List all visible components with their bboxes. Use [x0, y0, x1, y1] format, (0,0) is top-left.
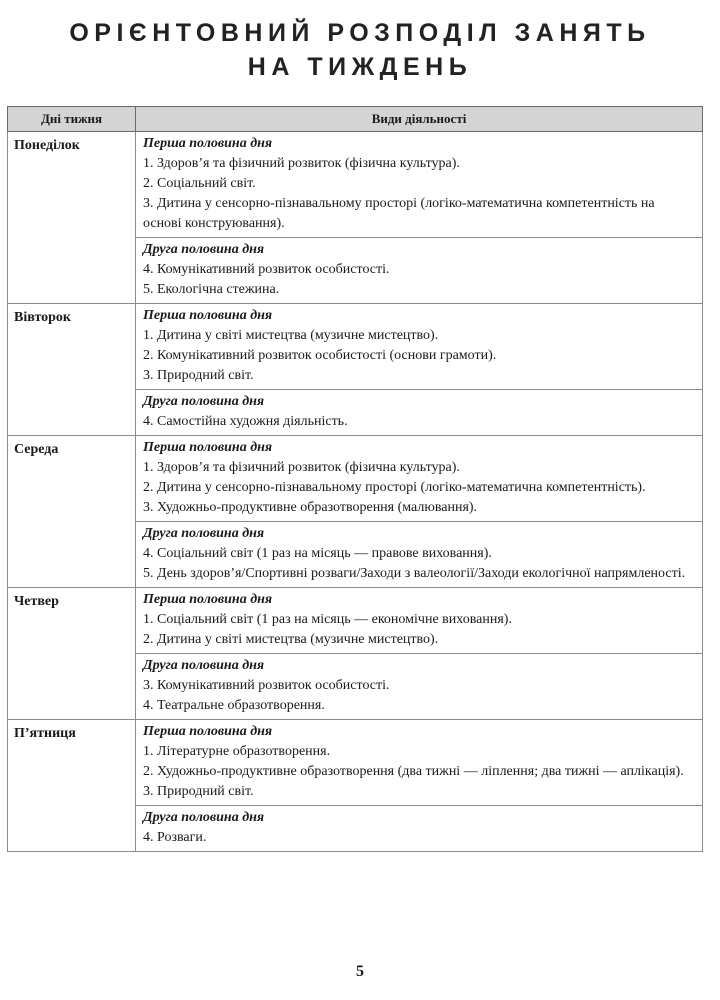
activity-item: 1. Здоров’я та фізичний розвиток (фізична культура). — [143, 460, 460, 475]
first-half-cell — [136, 436, 703, 522]
activity-item: 4. Самостійна художня діяльність. — [143, 414, 348, 429]
first-half-title: Перша половина дня — [143, 592, 273, 607]
title-line-2: НА ТИЖДЕНЬ — [247, 53, 473, 81]
activity-item: 3. Природний світ. — [143, 784, 254, 799]
page-number: 5 — [356, 963, 364, 980]
second-half-cell — [136, 390, 703, 436]
title-line-1: ОРІЄНТОВНИЙ РОЗПОДІЛ ЗАНЯТЬ — [69, 19, 651, 47]
second-half-cell — [136, 238, 703, 304]
second-half-title: Друга половина дня — [143, 526, 265, 541]
second-half-title: Друга половина дня — [143, 242, 265, 257]
activity-item: 5. Екологічна стежина. — [143, 282, 280, 297]
activity-item: 4. Комунікативний розвиток особистості. — [143, 262, 390, 277]
weekly-schedule-table — [7, 106, 703, 852]
second-half-title: Друга половина дня — [143, 810, 265, 825]
header-activities: Види діяльності — [136, 107, 703, 132]
activity-item: 3. Художньо-продуктивне образотворення (малювання). — [143, 500, 478, 515]
activity-item: 1. Літературне образотворення. — [143, 744, 331, 759]
first-half-title: Перша половина дня — [143, 308, 273, 323]
day-name: Середа — [8, 436, 136, 588]
first-half-cell — [136, 720, 703, 806]
table-row — [8, 436, 703, 522]
activity-item: 3. Природний світ. — [143, 368, 254, 383]
second-half-cell — [136, 654, 703, 720]
activity-item: 5. День здоров’я/Спортивні розваги/Заходи з валеології/Заходи екологічної напрямленості. — [143, 566, 686, 581]
first-half-cell — [136, 132, 703, 238]
activity-item: 2. Соціальний світ. — [143, 176, 256, 191]
table-header-row — [8, 107, 703, 132]
activity-item: 2. Дитина у сенсорно-пізнавальному просторі (логіко-математична компетентність). — [143, 480, 646, 495]
day-name: Понеділок — [8, 132, 136, 304]
table-row — [8, 304, 703, 390]
day-name: Вівторок — [8, 304, 136, 436]
first-half-cell — [136, 588, 703, 654]
second-half-title: Друга половина дня — [143, 394, 265, 409]
first-half-title: Перша половина дня — [143, 440, 273, 455]
first-half-cell — [136, 304, 703, 390]
day-name: Четвер — [8, 588, 136, 720]
table-row — [8, 720, 703, 806]
activity-item: 4. Соціальний світ (1 раз на місяць — правове виховання). — [143, 546, 492, 561]
activity-item: 4. Розваги. — [143, 830, 207, 845]
second-half-title: Друга половина дня — [143, 658, 265, 673]
table-row — [8, 132, 703, 238]
day-name: П’ятниця — [8, 720, 136, 852]
activity-item: 2. Дитина у світі мистецтва (музичне мистецтво). — [143, 632, 439, 647]
activity-item: 1. Здоров’я та фізичний розвиток (фізична культура). — [143, 156, 460, 171]
activity-item: 4. Театральне образотворення. — [143, 698, 325, 713]
activity-item: 3. Дитина у сенсорно-пізнавальному просторі (логіко-математична компетентність на основі конструювання). — [143, 196, 655, 231]
second-half-cell — [136, 522, 703, 588]
first-half-title: Перша половина дня — [143, 724, 273, 739]
table-row — [8, 588, 703, 654]
activity-item: 1. Соціальний світ (1 раз на місяць — економічне виховання). — [143, 612, 512, 627]
first-half-title: Перша половина дня — [143, 136, 273, 151]
header-days: Дні тижня — [8, 107, 136, 132]
schedule-body — [8, 132, 703, 852]
activity-item: 3. Комунікативний розвиток особистості. — [143, 678, 390, 693]
activity-item: 1. Дитина у світі мистецтва (музичне мистецтво). — [143, 328, 439, 343]
page-title — [0, 16, 720, 84]
activity-item: 2. Художньо-продуктивне образотворення (два тижні — ліплення; два тижні — аплікація). — [143, 764, 684, 779]
activity-item: 2. Комунікативний розвиток особистості (основи грамоти). — [143, 348, 497, 363]
second-half-cell — [136, 806, 703, 852]
